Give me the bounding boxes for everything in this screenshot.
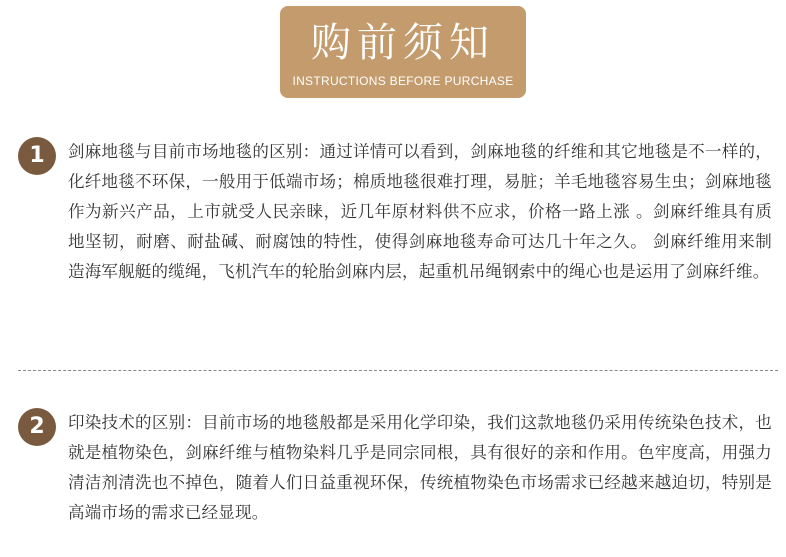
banner-title: 购前须知 bbox=[311, 20, 495, 66]
section-number-badge: 1 bbox=[18, 137, 56, 175]
section-number-badge: 2 bbox=[18, 408, 56, 446]
dashed-divider bbox=[18, 370, 778, 371]
section-paragraph: 剑麻地毯与目前市场地毯的区别：通过详情可以看到，剑麻地毯的纤维和其它地毯是不一样的，化纤地毯不环保，一般用于低端市场；棉质地毯很难打理，易脏；羊毛地毯容易生虫；剑麻地毯作为新兴产品，上市就受人民亲睐，近几年原材料供不应求，价格一路上涨 。剑麻纤维具有质地坚韧，耐磨、耐盐碱、耐腐蚀的特性，使得剑麻地毯寿命可达几十年之久。 剑麻纤维用来制造海军舰艇的缆绳，飞机汽车的轮胎剑麻内层，起重机吊绳钢索中的绳心也是运用了剑麻纤维。 bbox=[68, 142, 772, 281]
section-paragraph: 印染技术的区别：目前市场的地毯般都是采用化学印染，我们这款地毯仍采用传统染色技术，也就是植物染色，剑麻纤维与植物染料几乎是同宗同根，具有很好的亲和作用。色牢度高，用强力清洁剂清洗也不掉色，随着人们日益重视环保，传统植物染色市场需求已经越来越迫切，特别是高端市场的需求已经显现。 bbox=[68, 413, 772, 522]
header-banner bbox=[280, 6, 526, 98]
banner-subtitle: INSTRUCTIONS BEFORE PURCHASE bbox=[292, 74, 514, 88]
